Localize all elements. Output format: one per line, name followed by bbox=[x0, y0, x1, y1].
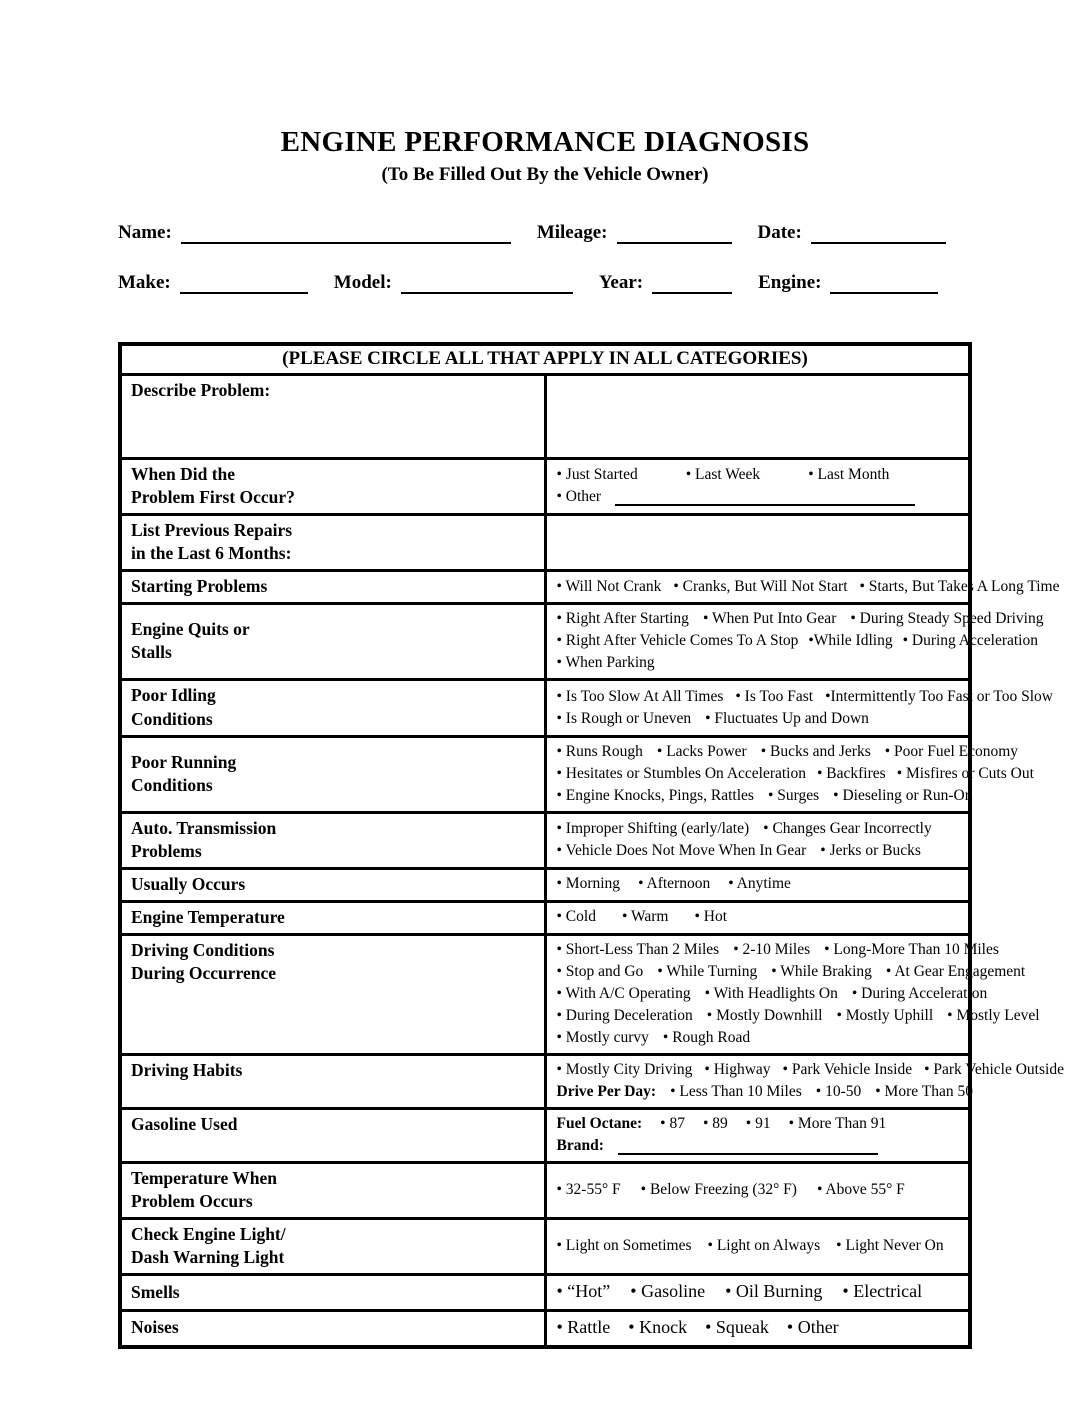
row-options-poor-idling-conditions bbox=[545, 680, 1053, 736]
option[interactable]: • While Braking bbox=[771, 963, 872, 981]
table-row-engine-quits-or-stalls bbox=[120, 604, 970, 680]
option[interactable]: • Backfires bbox=[817, 764, 886, 782]
option[interactable]: • Is Too Fast bbox=[735, 687, 814, 705]
option[interactable]: • Morning bbox=[556, 875, 621, 893]
option[interactable]: • 89 bbox=[702, 1115, 728, 1133]
option[interactable]: • Rough Road bbox=[662, 1029, 751, 1047]
option[interactable]: • More Than 50 bbox=[875, 1083, 973, 1101]
option[interactable]: • Park Vehicle Outside bbox=[924, 1061, 1064, 1079]
row-options-driving-habits bbox=[545, 1055, 1064, 1109]
row-label-driving-conditions-during-occurrence: Driving Conditions During Occurrence bbox=[120, 935, 545, 1055]
field-label-year: Year: bbox=[598, 272, 644, 293]
row-label-check-engine-light: Check Engine Light/ Dash Warning Light bbox=[120, 1219, 545, 1275]
option[interactable]: • 32-55° F bbox=[556, 1181, 621, 1199]
field-label-make: Make: bbox=[118, 272, 171, 293]
option[interactable]: • Warm bbox=[621, 908, 669, 926]
field-line-engine[interactable] bbox=[830, 270, 938, 294]
field-line-year[interactable] bbox=[652, 270, 732, 294]
option-group-label: Fuel Octane: bbox=[556, 1115, 643, 1133]
option[interactable]: • Stop and Go bbox=[556, 963, 644, 981]
row-label-gasoline-used: Gasoline Used bbox=[120, 1109, 545, 1163]
option[interactable]: • When Parking bbox=[556, 654, 655, 672]
option[interactable]: • Electrical bbox=[842, 1281, 923, 1302]
row-label-poor-running-conditions: Poor Running Conditions bbox=[120, 736, 545, 812]
option[interactable]: • Jerks or Bucks bbox=[820, 841, 921, 859]
option[interactable]: • Below Freezing (32° F) bbox=[640, 1181, 797, 1199]
option[interactable]: • Less Than 10 Miles bbox=[670, 1083, 802, 1101]
option[interactable]: • Afternoon bbox=[638, 875, 711, 893]
field-line-make[interactable] bbox=[180, 270, 308, 294]
option[interactable]: • Long-More Than 10 Miles bbox=[824, 941, 999, 959]
option[interactable]: • Mostly curvy bbox=[556, 1029, 649, 1047]
row-options-starting-problems bbox=[545, 571, 1060, 604]
field-model bbox=[334, 270, 573, 294]
row-options-usually-occurs bbox=[545, 868, 970, 901]
option[interactable]: • Improper Shifting (early/late) bbox=[556, 819, 750, 837]
table-row-smells bbox=[120, 1275, 970, 1311]
field-year bbox=[599, 270, 732, 294]
row-options-poor-running-conditions bbox=[545, 736, 1034, 812]
row-label-driving-habits: Driving Habits bbox=[120, 1055, 545, 1109]
option[interactable]: • More Than 91 bbox=[788, 1115, 887, 1133]
row-options-temperature-when-problem-occurs bbox=[545, 1163, 970, 1219]
option[interactable]: • 87 bbox=[660, 1115, 685, 1133]
table-row-noises bbox=[120, 1310, 970, 1346]
write-in-line[interactable] bbox=[618, 1138, 878, 1155]
option[interactable]: • With A/C Operating bbox=[556, 985, 691, 1003]
option[interactable]: • Runs Rough bbox=[556, 742, 643, 760]
option[interactable]: • Misfires or Cuts Out bbox=[896, 764, 1034, 782]
table-row-engine-temperature bbox=[120, 901, 970, 934]
row-label-when-did-problem-first-occur: When Did the Problem First Occur? bbox=[120, 459, 545, 515]
field-line-mileage[interactable] bbox=[617, 220, 732, 244]
option[interactable]: • Short-Less Than 2 Miles bbox=[556, 941, 720, 959]
row-label-usually-occurs: Usually Occurs bbox=[120, 868, 545, 901]
option[interactable]: • “Hot” bbox=[556, 1281, 611, 1302]
write-in-line[interactable] bbox=[615, 489, 915, 506]
field-mileage bbox=[537, 220, 732, 244]
row-label-starting-problems: Starting Problems bbox=[120, 571, 545, 604]
option[interactable]: • Mostly City Driving bbox=[556, 1061, 693, 1079]
table-header: (PLEASE CIRCLE ALL THAT APPLY IN ALL CATEGORIES) bbox=[120, 344, 970, 375]
option[interactable]: • Squeak bbox=[705, 1316, 769, 1337]
option[interactable]: • During Acceleration bbox=[902, 632, 1038, 650]
option[interactable]: • While Turning bbox=[657, 963, 758, 981]
fields-row-1 bbox=[118, 220, 972, 244]
field-make bbox=[118, 270, 308, 294]
table-row-poor-idling-conditions bbox=[120, 680, 970, 736]
option[interactable]: • Changes Gear Incorrectly bbox=[763, 819, 932, 837]
row-options-noises bbox=[545, 1310, 970, 1346]
row-label-noises: Noises bbox=[120, 1310, 545, 1346]
option[interactable]: • Is Too Slow At All Times bbox=[556, 687, 724, 705]
option[interactable]: • At Gear Engagement bbox=[885, 963, 1026, 981]
option[interactable]: • When Put Into Gear bbox=[702, 610, 837, 628]
table-row-starting-problems bbox=[120, 571, 970, 604]
table-row-driving-habits bbox=[120, 1055, 970, 1109]
page-title: ENGINE PERFORMANCE DIAGNOSIS bbox=[280, 126, 810, 158]
field-line-model[interactable] bbox=[401, 270, 573, 294]
table-row-list-previous-repairs bbox=[120, 515, 970, 571]
option[interactable]: • Surges bbox=[767, 786, 820, 804]
diagnosis-table-body bbox=[120, 344, 1064, 1347]
field-label-engine: Engine: bbox=[758, 272, 822, 293]
option[interactable]: • Other bbox=[786, 1316, 839, 1337]
row-label-engine-quits-or-stalls: Engine Quits or Stalls bbox=[120, 604, 545, 680]
row-label-temperature-when-problem-occurs: Temperature When Problem Occurs bbox=[120, 1163, 545, 1219]
table-row-gasoline-used bbox=[120, 1109, 970, 1163]
field-engine bbox=[758, 270, 938, 294]
option[interactable]: • Hesitates or Stumbles On Acceleration bbox=[556, 764, 806, 782]
option[interactable]: • Lacks Power bbox=[656, 742, 747, 760]
option[interactable]: • Vehicle Does Not Move When In Gear bbox=[556, 841, 807, 859]
row-label-describe-problem: Describe Problem: bbox=[120, 375, 545, 459]
page-subtitle: (To Be Filled Out By the Vehicle Owner) bbox=[381, 164, 709, 185]
option[interactable]: • Light on Always bbox=[707, 1237, 821, 1255]
field-name bbox=[118, 220, 511, 244]
option[interactable]: • Right After Starting bbox=[556, 610, 689, 628]
row-label-auto-transmission-problems: Auto. Transmission Problems bbox=[120, 812, 545, 868]
option[interactable]: • 10-50 bbox=[815, 1083, 862, 1101]
table-row-when-did-problem-first-occur bbox=[120, 459, 970, 515]
table-row-check-engine-light bbox=[120, 1219, 970, 1275]
option[interactable]: • During Deceleration bbox=[556, 1007, 693, 1025]
field-label-model: Model: bbox=[333, 272, 392, 293]
field-label-mileage: Mileage: bbox=[536, 222, 608, 243]
row-label-list-previous-repairs: List Previous Repairs in the Last 6 Months: bbox=[120, 515, 545, 571]
row-options-auto-transmission-problems bbox=[545, 812, 970, 868]
field-label-name: Name: bbox=[118, 222, 172, 243]
option[interactable]: • Cold bbox=[556, 908, 596, 926]
option[interactable]: • Gasoline bbox=[630, 1281, 706, 1302]
option-group-label: Brand: bbox=[556, 1137, 604, 1155]
option[interactable]: • Cranks, But Will Not Start bbox=[673, 577, 848, 595]
field-date bbox=[758, 220, 946, 244]
row-options-when-did-problem-first-occur bbox=[545, 459, 970, 515]
option[interactable]: • Right After Vehicle Comes To A Stop bbox=[556, 632, 799, 650]
row-label-poor-idling-conditions: Poor Idling Conditions bbox=[120, 680, 545, 736]
table-row-poor-running-conditions bbox=[120, 736, 970, 812]
field-label-date: Date: bbox=[757, 222, 802, 243]
option[interactable]: • Is Rough or Uneven bbox=[556, 709, 692, 727]
table-row-describe-problem bbox=[120, 375, 970, 459]
option[interactable]: •Intermittently Too Fast or Too Slow bbox=[825, 687, 1053, 705]
option[interactable]: • Engine Knocks, Pings, Rattles bbox=[556, 786, 754, 804]
option[interactable]: • Starts, But Takes A Long Time bbox=[859, 577, 1060, 595]
table-header-row bbox=[120, 344, 970, 375]
option[interactable]: • Above 55° F bbox=[816, 1181, 905, 1199]
option[interactable]: • With Headlights On bbox=[704, 985, 838, 1003]
option[interactable]: • Mostly Uphill bbox=[836, 1007, 934, 1025]
option-group-label: Drive Per Day: bbox=[556, 1083, 657, 1101]
fields-row-2 bbox=[118, 270, 972, 294]
option[interactable]: • During Acceleration bbox=[851, 985, 988, 1003]
row-label-smells: Smells bbox=[120, 1275, 545, 1311]
option[interactable]: • Oil Burning bbox=[725, 1281, 823, 1302]
option[interactable]: • Will Not Crank bbox=[556, 577, 662, 595]
option[interactable]: • Hot bbox=[694, 908, 728, 926]
option[interactable]: • Knock bbox=[628, 1316, 688, 1337]
row-options-engine-quits-or-stalls bbox=[545, 604, 1044, 680]
diagnosis-table bbox=[118, 342, 1064, 1349]
option[interactable]: • Fluctuates Up and Down bbox=[705, 709, 869, 727]
option[interactable]: • 2-10 Miles bbox=[733, 941, 811, 959]
option[interactable]: • Rattle bbox=[556, 1316, 611, 1337]
table-row-temperature-when-problem-occurs bbox=[120, 1163, 970, 1219]
option[interactable]: • Highway bbox=[704, 1061, 771, 1079]
option[interactable]: • Poor Fuel Economy bbox=[884, 742, 1019, 760]
option[interactable]: • Dieseling or Run-On bbox=[833, 786, 973, 804]
row-options-smells bbox=[545, 1275, 970, 1311]
field-line-name[interactable] bbox=[181, 220, 511, 244]
option[interactable]: • During Steady Speed Driving bbox=[850, 610, 1044, 628]
row-options-engine-temperature bbox=[545, 901, 970, 934]
row-options-driving-conditions-during-occurrence bbox=[545, 935, 1040, 1055]
table-row-auto-transmission-problems bbox=[120, 812, 970, 868]
row-options-check-engine-light bbox=[545, 1219, 970, 1275]
option[interactable]: • Other bbox=[556, 488, 602, 506]
row-options-describe-problem bbox=[545, 375, 970, 459]
row-options-gasoline-used bbox=[545, 1109, 970, 1163]
option[interactable]: • Last Month bbox=[808, 466, 890, 484]
option[interactable]: • Just Started bbox=[556, 466, 638, 484]
row-label-engine-temperature: Engine Temperature bbox=[120, 901, 545, 934]
option[interactable]: • Light Never On bbox=[836, 1237, 944, 1255]
option[interactable]: • Bucks and Jerks bbox=[760, 742, 871, 760]
field-line-date[interactable] bbox=[811, 220, 946, 244]
option[interactable]: • 91 bbox=[745, 1115, 771, 1133]
table-row-usually-occurs bbox=[120, 868, 970, 901]
option[interactable]: • Mostly Level bbox=[947, 1007, 1040, 1025]
table-row-driving-conditions-during-occurrence bbox=[120, 935, 970, 1055]
option[interactable]: •While Idling bbox=[808, 632, 893, 650]
option[interactable]: • Light on Sometimes bbox=[556, 1237, 692, 1255]
option[interactable]: • Last Week bbox=[685, 466, 761, 484]
row-options-list-previous-repairs bbox=[545, 515, 970, 571]
option[interactable]: • Mostly Downhill bbox=[706, 1007, 823, 1025]
option[interactable]: • Anytime bbox=[728, 875, 791, 893]
option[interactable]: • Park Vehicle Inside bbox=[782, 1061, 913, 1079]
